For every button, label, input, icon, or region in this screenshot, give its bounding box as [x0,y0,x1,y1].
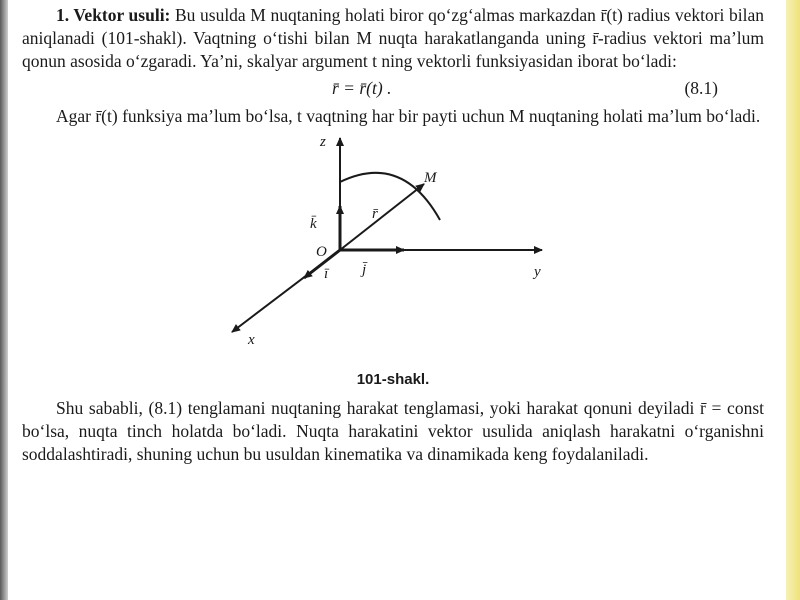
paragraph-vector-method [22,4,764,73]
section-heading: 1. Vektor usuli: [56,5,171,25]
label-origin: O [316,244,327,260]
figure-101 [22,132,764,364]
paragraph-function-known: Agar r̄(t) funksiya ma’lum bo‘lsa, t vaqtning har bir payti uchun M nuqtaning holati ma’lum bo‘ladi. [56,106,761,126]
equation-line [22,77,764,103]
paragraph-equation-of-motion: Shu sababli, (8.1) tenglamani nuqtaning harakat tenglamasi, yoki harakat qonuni deyiladi r̄ = const bo‘lsa, nuqta tinch holatda bo‘ladi. Nuqta harakatini vektor usulida aniqlash harakatni o‘rganishni soddalashtiradi, shuning uchun bu usuldan kinematika va dinamikada keng foydalaniladi. [22,398,764,464]
equation-formula: r̄ = r̄(t) . [332,78,392,98]
coordinate-diagram [22,132,764,364]
radius-vector [340,184,424,250]
label-unit-k: k̄ [310,216,317,232]
label-x: x [248,332,255,348]
page-edge-left [0,0,8,600]
label-radius-vector: r̄ [372,206,378,222]
label-unit-j: j̄ [362,262,367,278]
page-edge-right [786,0,800,600]
label-point-m: M [424,170,437,186]
label-z: z [320,134,326,150]
equation-number: (8.1) [684,78,718,98]
label-unit-i: ī [324,266,329,282]
textbook-page [22,4,764,466]
paragraph-text: Bu usulda M nuqtaning holati biror qo‘zg‘almas markazdan r̄(t) radius vektori bilan aniqlanadi (101-shakl). Vaqtning o‘tishi bilan M nuqta harakatlanganda uning r̄-radius vektori ma’lum qonun asosida o‘zgaradi. Ya’ni, skalyar argument t ning vektorli funksiyasidan iborat bo‘ladi: [22,5,764,71]
label-y: y [534,264,541,280]
figure-caption: 101-shakl. [356,371,430,388]
